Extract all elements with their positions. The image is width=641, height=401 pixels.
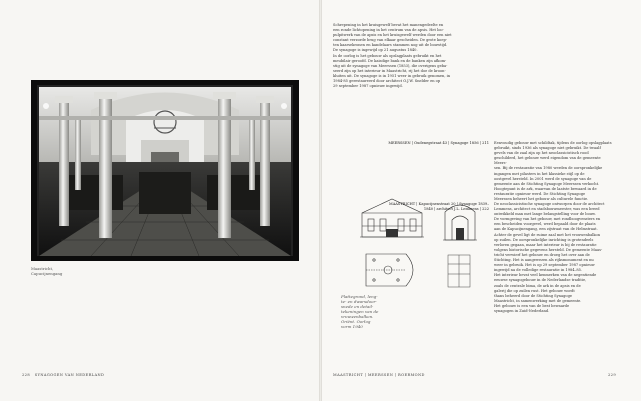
caption-line: vrouwenbalkon.: [341, 314, 374, 319]
text-line: Eenvoudig gebouw met schildtak, tijdens de oorlog opslagplaats: [494, 141, 612, 145]
text-line: De vormgeving van het gebouw, met rondboogvensters en: [494, 217, 601, 222]
text-line: Maastricht, in samenwerking met de gemeente.: [494, 298, 582, 303]
detail-drawing-icon: [445, 252, 475, 292]
text-line: stig uit de synagoge van Meerssen (1853), die overigens geba-: [333, 63, 448, 68]
caption-line: te- en dwarsdoor-: [341, 299, 377, 304]
text-line: ingangen met pilasters in het klassieke stijl op de: [494, 171, 585, 176]
text-line: meubilair geroofd. De kaisdige bank en de banken zijn afkom-: [333, 58, 447, 63]
text-line: Het gebouw is een van de best bewaarde: [494, 303, 570, 308]
text-line: De synagoge is ingewijd op 21 augustus 1840.: [333, 48, 418, 53]
intro-text-block: [333, 23, 473, 89]
photo-caption: [31, 266, 62, 276]
text-line: 29 september 1987 opnieuw ingewijd.: [333, 84, 403, 89]
right-footer-number: [608, 373, 616, 377]
text-line: weer in gebruik. Het is op 29 september 1987 opnieuw: [494, 263, 595, 268]
text-line: thans beheerd door de Stichting Synagoge: [494, 293, 572, 298]
text-line: In de oorlog is het gebouw als opslagplaats gebruikt en het: [333, 53, 442, 58]
facade-drawing: [442, 198, 478, 246]
text-line: pulpitwerk van de apsis en het kruisgewelf werden door een niet: [333, 33, 452, 38]
text-line: aan de Kapucijnengang, een zijstraat van de Helmstraat.: [494, 227, 598, 232]
text-line: op zuilen. De oorspronkelijke inrichting is grotendeels: [494, 237, 594, 242]
section-maastricht: [389, 202, 614, 314]
text-line: gebruikt, sinds 1936 als synagoge niet gebruikt. De twaalf: [494, 146, 601, 151]
plan-drawing: [362, 250, 422, 294]
text-line: tricht verwierf het gebouw en droeg het over aan de: [494, 252, 590, 257]
text-line: gemeente aan de Stichting Synagoge Meerssen verkocht.: [494, 181, 600, 186]
section-meerssen: [388, 141, 614, 202]
photo-caption-line: Capucijnengang: [31, 271, 63, 276]
caption-line: Oriënt. Oorlog: [341, 319, 371, 324]
section-header: MAASTRICHT | Kapucijnenstraat 20 | Synagoge 1839–1840 | architect J.L. Lemmens | 222: [389, 202, 489, 211]
left-footer: [22, 373, 104, 377]
text-line: een bescheiden voorgevel, werd bepaald door de plaats: [494, 222, 596, 227]
text-line: galerij die op zuilen rust. Het gebouw wordt: [494, 288, 575, 293]
text-line: een ronde lichtopening in het centrum van de apsis. Het loo-: [333, 28, 444, 33]
section-header: MEERSSEN | Oudenegstraat 43 | Synagoge 1856 | 211: [388, 141, 489, 145]
caption-line: Plattegrond, leng-: [341, 294, 378, 299]
text-line: De neoclassicistische synagoge ontworpen door de architect: [494, 202, 605, 206]
caption-line: tekeningen van de: [341, 309, 379, 314]
text-line: restauratie opnieuw werd. De Stichting Synagoge: [494, 191, 586, 196]
caption-line: snede en detail-: [341, 304, 374, 309]
text-line: ten kaarsekronen en kandelaars stammen nog uit de bouwtijd.: [333, 43, 448, 48]
detail-drawing: [445, 252, 475, 296]
left-running-title: SYNAGOGEN VAN NEDERLAND: [34, 373, 105, 377]
caption-line: vorm 1940: [341, 324, 363, 329]
text-line: geschilderd, het gebouw werd eigendom van de gemeente Meers-: [494, 156, 601, 166]
text-line: ontwikkeld man met lange belangstelling voor de bouw.: [494, 212, 596, 217]
text-line: Meerssen beheert het gebouw als culturele functie.: [494, 197, 589, 202]
text-line: constant verzorde brug van elkaar gescheiden. De grote koep-: [333, 38, 447, 43]
text-line: Stichting. Het is aangewezen als rijksmonument en nu: [494, 258, 594, 263]
photo-caption-line: Maastricht,: [31, 266, 54, 271]
text-line: Het interieur bevat veel kenmerken van de negentiende: [494, 273, 597, 278]
left-page-number: 228: [22, 373, 31, 377]
right-page-number: 229: [608, 373, 617, 377]
floor-plan-icon: [362, 250, 422, 290]
text-line: zoals de centrale bima, de ark in de apsis en de: [494, 283, 581, 288]
text-line: gevels van de zaal zijn op het neoclassicistisch rood: [494, 151, 589, 156]
text-line: Schrepening in het kruisgewelf bevat het manengedeelte en: [333, 23, 444, 27]
facade-elevation-icon: [442, 198, 478, 242]
building-section-icon: [358, 193, 426, 241]
text-line: Hoogtepunt is de ark, waarvan de laatste bewaard in de: [494, 186, 597, 191]
text-line: kluiten uit. De synagoge is in 1951 weer in gebruik genomen, in: [333, 73, 451, 78]
text-line: oostgevel hersteld. In 2001 werd de synagoge van de: [494, 176, 592, 181]
text-line: ingewijd na de volledige restauratie in 1984–85.: [494, 268, 583, 273]
text-line: volgens historische gegevens hersteld. De gemeente Maas-: [494, 247, 603, 252]
text-line: 1984-85 gerestaureerd door architect O.J.W. Snelder en op: [333, 79, 441, 84]
section-drawing: [358, 193, 426, 245]
synagogue-interior-photo: [31, 80, 299, 261]
text-line: Achter de gevel ligt de ruime zaal met het vrouwenbalkon: [494, 232, 601, 237]
text-line: sen. Bij de restauratie van 1980 werden de oorspronkelijke: [494, 166, 603, 171]
figure-caption: [341, 294, 391, 329]
text-line: verloren gegaan, maar het interieur is bij de restauratie: [494, 242, 597, 247]
right-footer: [333, 373, 425, 377]
text-line: eeuwse synagogebouw in de Nederlandse traditie,: [494, 278, 587, 283]
text-line: seerd zijn op het interieur in Maastricht, rij het doe de kroon-: [333, 68, 446, 73]
book-gutter: [319, 0, 322, 401]
text-line: Lemmens, architect en stadsbouwmeester, was een breed: [494, 207, 600, 212]
right-running-title: MAASTRICHT | MEERSSEN | ROERMOND: [333, 373, 425, 377]
synagogue-interior-icon: [31, 80, 299, 261]
text-line: synagogen in Zuid-Nederland.: [494, 308, 550, 313]
